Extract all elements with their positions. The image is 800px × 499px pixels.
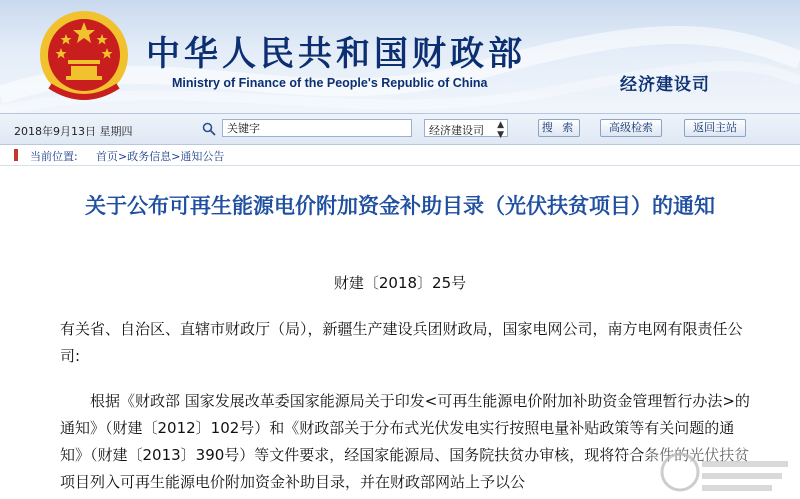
- department-name: 经济建设司: [620, 75, 710, 95]
- watermark-logo-icon: [650, 444, 800, 499]
- breadcrumb-marker-icon: [14, 149, 18, 161]
- article-title: 关于公布可再生能源电价附加资金补助目录（光伏扶贫项目）的通知: [85, 194, 715, 218]
- breadcrumb-path[interactable]: 首页>政务信息>通知公告: [96, 150, 225, 163]
- national-emblem-icon: [36, 8, 132, 106]
- site-title-chinese: 中华人民共和国财政部: [146, 34, 526, 74]
- site-title-english: Ministry of Finance of the People's Republic of China: [172, 76, 488, 90]
- department-select-value: 经济建设司: [429, 124, 484, 137]
- article-body-paragraph: 根据《财政部 国家发展改革委国家能源局关于印发<可再生能源电价附加补助资金管理暂行办法>的通知》（财建〔2012〕102号）和《财政部关于分布式光伏发电实行按照电量补贴政策等有关问题的通知》（财建〔2013〕390号）等文件要求，经国家能源局、国务院扶贫办审核，现将符合条件的光伏扶贫项目列入可再生能源电价附加资金补助目录，并在财政部网站上予以公: [60, 392, 750, 491]
- search-icon: [202, 122, 216, 136]
- search-button[interactable]: 搜 索: [538, 119, 580, 137]
- return-home-button[interactable]: 返回主站: [684, 119, 746, 137]
- breadcrumb: [0, 145, 800, 166]
- search-input[interactable]: [222, 119, 412, 137]
- site-banner: [0, 0, 800, 114]
- current-date: 2018年9月13日 星期四: [14, 125, 133, 138]
- department-select[interactable]: [424, 119, 508, 140]
- advanced-search-button[interactable]: 高级检索: [600, 119, 662, 137]
- article-addressees: 有关省、自治区、直辖市财政厅（局），新疆生产建设兵团财政局，国家电网公司，南方电网有限责任公司:: [60, 320, 743, 365]
- chevron-updown-icon: ▲ ▼: [497, 120, 504, 140]
- breadcrumb-label: 当前位置:: [30, 150, 78, 163]
- document-number: 财建〔2018〕25号: [333, 274, 467, 292]
- search-toolbar: [0, 114, 800, 145]
